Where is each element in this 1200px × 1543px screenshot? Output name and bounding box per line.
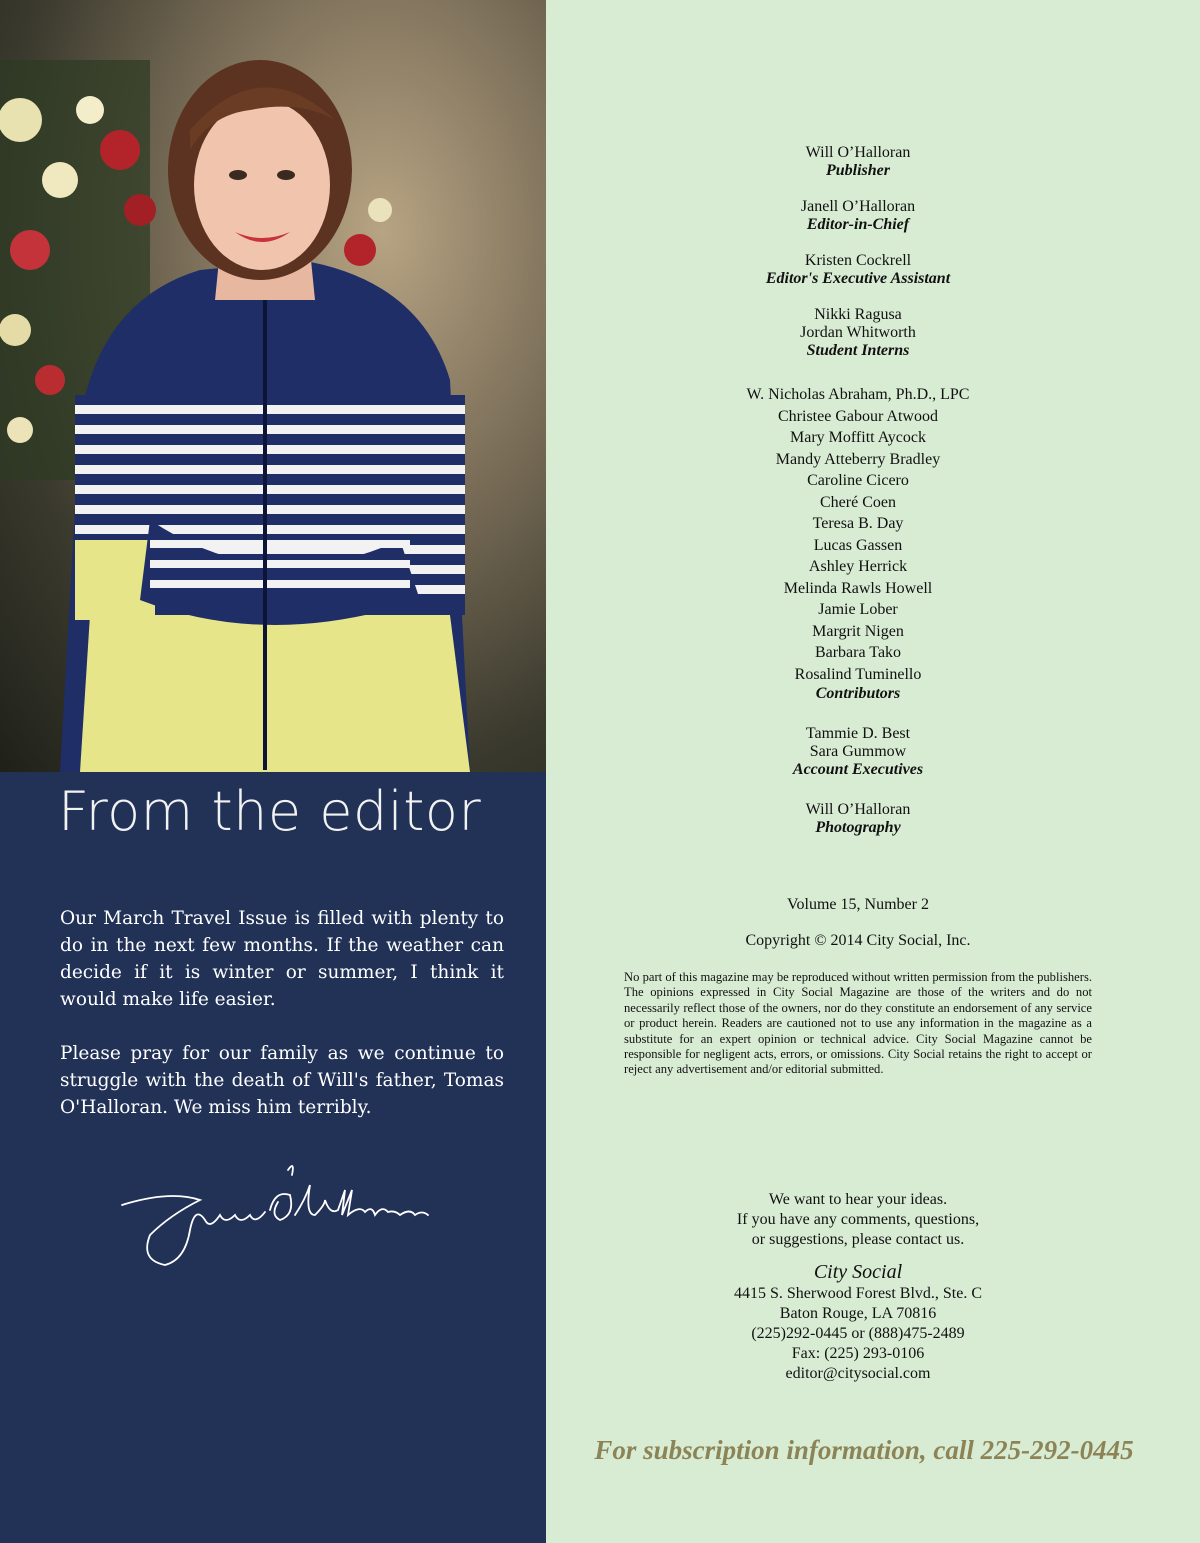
contact-intro-line: If you have any comments, questions, bbox=[736, 1211, 980, 1228]
legal-disclaimer: No part of this magazine may be reproduced without written permission from the publishers. The opinions expressed in City Social Magazine are those of the writers and do not necessarily reflect those of the owners, nor do they constitute an endorsement of any service or product herein. Readers are cautioned not to use any information in the magazine as a substitute for an expert opinion or technical advice. City Social Magazine cannot be responsible for negligent acts, errors, or omissions. City Social retains the right to accept or reject any advertisement and/or editorial submitted. bbox=[624, 970, 1092, 1077]
phone-number: (225)292-0445 or (888)475-2489 bbox=[751, 1325, 965, 1342]
email-link[interactable]: editor@citysocial.com bbox=[785, 1365, 931, 1382]
staff-name: Christee Gabour Atwood bbox=[778, 407, 938, 425]
staff-role: Contributors bbox=[815, 685, 901, 702]
staff-name: Mary Moffitt Aycock bbox=[790, 429, 926, 446]
staff-name: Ashley Herrick bbox=[808, 558, 908, 575]
contact-intro-line: or suggestions, please contact us. bbox=[751, 1231, 965, 1248]
staff-role: Photography bbox=[815, 819, 901, 836]
masthead-group-assistant bbox=[546, 252, 1170, 288]
masthead bbox=[546, 144, 1170, 855]
masthead-group-interns bbox=[546, 306, 1170, 360]
staff-name: Lucas Gassen bbox=[813, 536, 903, 554]
staff-name: Nikki Ragusa bbox=[814, 306, 902, 323]
staff-name: Teresa B. Day bbox=[812, 515, 904, 532]
staff-name: Mandy Atteberry Bradley bbox=[775, 450, 941, 468]
staff-name: Rosalind Tuminello bbox=[794, 665, 922, 683]
staff-name: Kristen Cockrell bbox=[804, 252, 912, 269]
copyright-notice: Copyright © 2014 City Social, Inc. bbox=[745, 932, 971, 949]
editor-photo bbox=[0, 0, 546, 772]
fax-number: Fax: (225) 293-0106 bbox=[791, 1345, 925, 1362]
address-line: Baton Rouge, LA 70816 bbox=[779, 1305, 937, 1322]
staff-name: Jamie Lober bbox=[818, 601, 898, 618]
subscription-callout: For subscription information, call 225-292-0445 bbox=[594, 1435, 1134, 1465]
editor-paragraph: Please pray for our family as we continue to struggle with the death of Will's father, Tomas O'Halloran. We miss him terribly. bbox=[60, 1043, 504, 1118]
masthead-group-photography bbox=[546, 801, 1170, 837]
staff-role: Editor-in-Chief bbox=[806, 216, 910, 233]
editor-signature bbox=[110, 1160, 440, 1275]
volume-number: Volume 15, Number 2 bbox=[787, 896, 929, 913]
staff-role: Account Executives bbox=[792, 761, 924, 778]
staff-name: Margrit Nigen bbox=[812, 622, 904, 640]
staff-name: Cheré Coen bbox=[820, 493, 896, 511]
contact-intro-line: We want to hear your ideas. bbox=[768, 1191, 948, 1208]
contact-block bbox=[546, 1190, 1170, 1384]
editor-title: From the editor bbox=[58, 780, 482, 843]
masthead-group-account-executives bbox=[546, 725, 1170, 779]
staff-name: Janell O’Halloran bbox=[800, 198, 916, 215]
address-line: 4415 S. Sherwood Forest Blvd., Ste. C bbox=[733, 1285, 982, 1302]
brand-name: City Social bbox=[813, 1261, 903, 1283]
masthead-group-editor bbox=[546, 198, 1170, 234]
jacket bbox=[60, 260, 470, 772]
staff-name: Barbara Tako bbox=[814, 644, 902, 661]
masthead-panel bbox=[546, 0, 1200, 1543]
staff-name: W. Nicholas Abraham, Ph.D., LPC bbox=[746, 386, 970, 403]
editor-portrait-illustration bbox=[0, 0, 546, 772]
staff-name: Tammie D. Best bbox=[805, 725, 911, 742]
masthead-group-publisher bbox=[546, 144, 1170, 180]
portrait-head bbox=[168, 60, 352, 300]
masthead-group-contributors bbox=[546, 384, 1170, 703]
staff-role: Editor's Executive Assistant bbox=[765, 270, 951, 287]
staff-name: Jordan Whitworth bbox=[800, 324, 916, 341]
editor-panel bbox=[0, 0, 546, 1543]
staff-role: Student Interns bbox=[806, 342, 910, 359]
staff-name: Caroline Cicero bbox=[807, 472, 909, 489]
editor-letter bbox=[60, 905, 504, 1148]
staff-name: Sara Gummow bbox=[809, 743, 907, 760]
staff-role: Publisher bbox=[825, 162, 890, 179]
staff-name: Will O’Halloran bbox=[805, 801, 911, 818]
staff-name: Melinda Rawls Howell bbox=[783, 579, 933, 597]
staff-name: Will O’Halloran bbox=[805, 144, 911, 161]
editor-paragraph: Our March Travel Issue is filled with plenty to do in the next few months. If the weather can decide if it is winter or summer, I think it would make life easier. bbox=[60, 908, 504, 1010]
